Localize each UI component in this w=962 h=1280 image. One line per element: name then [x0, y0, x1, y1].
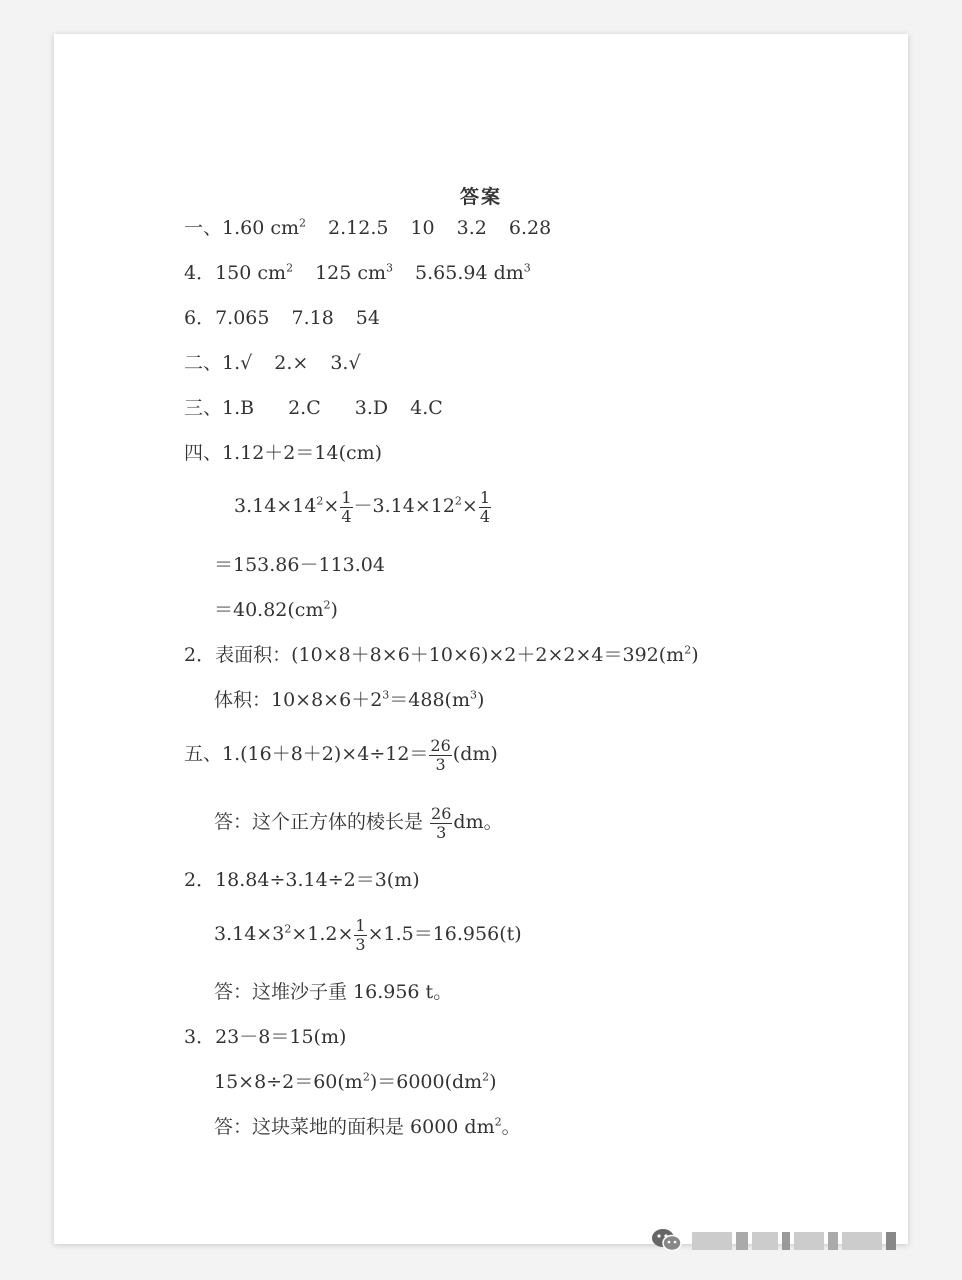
- answer-line-19: 答：这块菜地的面积是 6000 $dm^2$。: [214, 1115, 521, 1138]
- fraction: $\frac{1}{4}$: [341, 487, 352, 526]
- answer-line-7: $3.14\times 14^2\times$ $\frac{1}{4}$ $-3.14\times 12^2\times$ $\frac{1}{4}$: [234, 487, 491, 526]
- fraction: $\frac{26}{3}$: [430, 735, 451, 774]
- answer-line-11: 体积：$10\times 8\times 6+2^3=488(m^3)$: [214, 688, 485, 711]
- answer-line-16: 答：这堆沙子重 16.956 t。: [214, 981, 453, 1003]
- watermark-text-blur: [692, 1232, 900, 1250]
- answer-line-2: 4．150 $cm^2$ 125 $cm^3$ 5.65.94 $dm^3$: [184, 261, 531, 284]
- watermark: [650, 1220, 950, 1260]
- fraction: $\frac{26}{3}$: [431, 803, 452, 842]
- answer-line-10: 2．表面积：$(10\times 8+8\times 6+10\times 6)\times 2+2\times 2\times 4=392(m^2)$: [184, 643, 699, 666]
- answer-line-13: 答：这个正方体的棱长是 $\frac{26}{3}$ dm。: [214, 803, 503, 842]
- answer-line-3: 6．7.065 7.18 54: [184, 307, 380, 329]
- wechat-icon: [650, 1226, 684, 1254]
- answer-line-1: 一、1.60 $cm^2$ 2.12.5 10 3.2 6.28: [184, 216, 552, 239]
- answer-line-17: 3．23－8＝15(m): [184, 1026, 347, 1048]
- answer-line-14: 2．18.84÷3.14÷2＝3(m): [184, 869, 420, 891]
- fraction: $\frac{1}{4}$: [479, 487, 491, 526]
- answer-line-4: 二、1.√ 2.× 3.√: [184, 352, 361, 374]
- answer-line-12: 五、1.(16＋8＋2)×4÷12＝ $\frac{26}{3}$ (dm): [184, 735, 498, 774]
- answer-line-8: ＝153.86－113.04: [214, 554, 385, 576]
- page-title: 答案: [459, 186, 502, 208]
- answer-line-18: $15\times 8\div 2=60(m^2)=6000(dm^2)$: [214, 1070, 497, 1093]
- answer-line-9: $=40.82(cm^2)$: [214, 598, 338, 621]
- answer-page: [54, 34, 908, 1244]
- answer-line-6: 四、1.12＋2＝14(cm): [184, 442, 383, 464]
- answer-line-5: 三、1.B 2.C 3.D 4.C: [184, 397, 443, 419]
- fraction: $\frac{1}{3}$: [355, 915, 366, 954]
- answer-line-15: $3.14\times 3^2\times 1.2\times$ $\frac{1}{3}$ ×1.5＝16.956(t): [214, 915, 522, 954]
